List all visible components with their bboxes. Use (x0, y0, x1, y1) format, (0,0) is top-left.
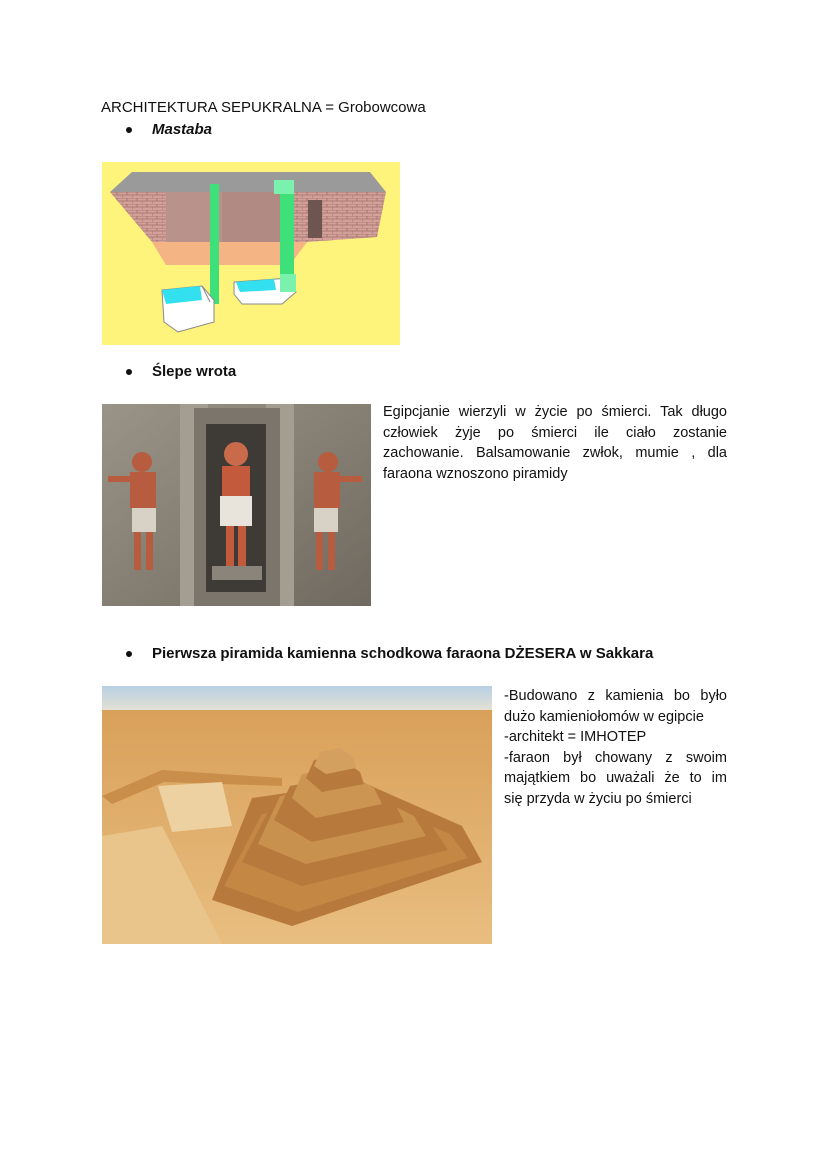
false-door-svg (102, 404, 371, 606)
bullet-dot (126, 127, 132, 133)
paragraph-line: człowiek żyje po śmierci ile ciało zostanie (383, 424, 727, 441)
document-title: ARCHITEKTURA SEPUKRALNA = Grobowcowa (101, 99, 426, 116)
paragraph-piramida (504, 686, 727, 809)
section-heading-slepe-wrota: Ślepe wrota (152, 363, 237, 380)
section-heading-piramida: Pierwsza piramida kamienna schodkowa faraona DŻESERA w Sakkara (152, 645, 654, 662)
mastaba-diagram-svg (102, 162, 400, 345)
step-pyramid-svg (102, 686, 492, 944)
paragraph-line: zachowanie. Balsamowanie zwłok, mumie , dla (383, 445, 727, 461)
bullet-slepe-wrota (126, 363, 236, 381)
paragraph-line: Egipcjanie wierzyli w życie po śmierci. Tak długo (383, 404, 727, 420)
step-pyramid-photo (102, 686, 492, 944)
paragraph-slepe-wrota (383, 402, 727, 484)
section-heading-mastaba: Mastaba (152, 121, 213, 138)
paragraph-line: dużo kamieniołomów w egipcie (504, 708, 704, 725)
paragraph-line: majątkiem bo uważali że to im (504, 770, 727, 786)
bullet-dot (126, 369, 132, 375)
bullet-piramida (126, 645, 653, 663)
bullet-dot (126, 651, 132, 657)
bullet-mastaba (126, 121, 212, 139)
paragraph-line: faraona wznoszono piramidy (383, 465, 568, 482)
false-door-photo (102, 404, 371, 606)
paragraph-line: -architekt = IMHOTEP (504, 729, 647, 745)
paragraph-line: -Budowano z kamienia bo było (504, 688, 727, 704)
paragraph-line: -faraon był chowany z swoim (504, 749, 727, 766)
mastaba-diagram-image (102, 162, 400, 345)
paragraph-line: się przyda w życiu po śmierci (504, 790, 692, 807)
